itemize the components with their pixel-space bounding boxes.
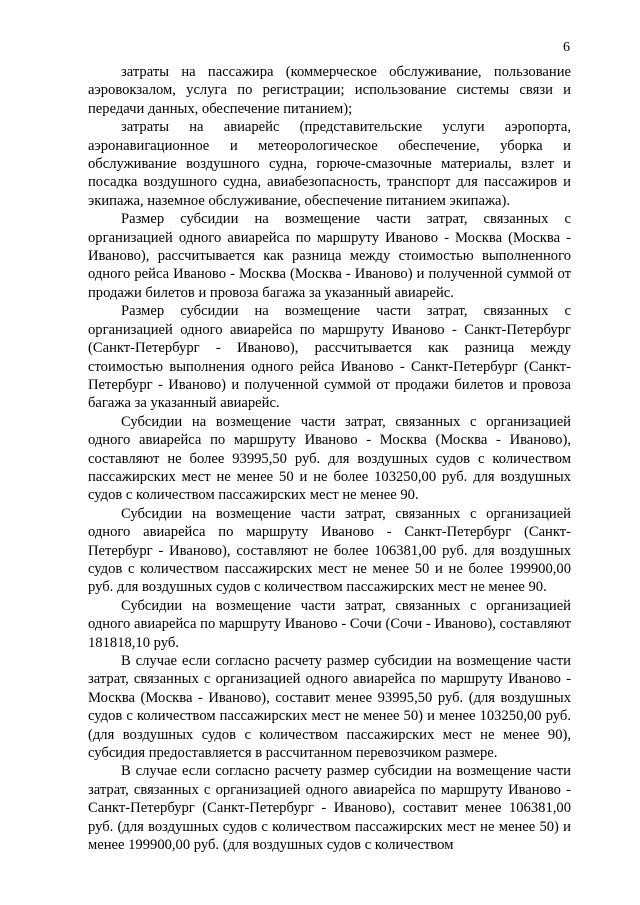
document-body xyxy=(88,63,571,854)
paragraph-subsidy-sochi: Субсидии на возмещение части затрат, связанных с организацией одного авиарейса по маршруту Иваново - Сочи (Сочи - Иваново), составляют 181818,10 руб. xyxy=(88,597,571,651)
paragraph-passenger-costs: затраты на пассажира (коммерческое обслуживание, пользование аэровокзалом, услуга по регистрации; использование системы связи и передачи данных, обеспечение питанием); xyxy=(88,64,571,117)
paragraph-subsidy-calc-spb: Размер субсидии на возмещение части затрат, связанных с организацией одного авиарейса по маршруту Иваново - Санкт-Петербург (Санкт-Петербург - Иваново), рассчитывается как разница между стоимостью выполнения одного рейса Иваново - Санкт-Петербург (Санкт-Петербург - Иваново) и полученной суммой от продажи билетов и провоза багажа за указанный авиарейс. xyxy=(88,303,571,412)
paragraph-lower-calc-moscow: В случае если согласно расчету размер субсидии на возмещение части затрат, связанных с организацией одного авиарейса по маршруту Иваново - Москва (Москва - Иваново), составит менее 93995,50 руб. (для воздушных судов с количеством пассажирских мест не менее 50) и менее 103250,00 руб. (для воздушных судов с количеством пассажирских мест не менее 90), субсидия предоставляется в рассчитанном перевозчиком размере. xyxy=(88,653,571,762)
paragraph-lower-calc-spb: В случае если согласно расчету размер субсидии на возмещение части затрат, связанных с организацией одного авиарейса по маршруту Иваново - Санкт-Петербург (Санкт-Петербург - Иваново), составит менее 106381,00 руб. (для воздушных судов с количеством пассажирских мест не менее 50) и менее 199900,00 руб. (для воздушных судов с количеством xyxy=(88,763,571,854)
paragraph-subsidy-calc-moscow: Размер субсидии на возмещение части затрат, связанных с организацией одного авиарейса по маршруту Иваново - Москва (Москва - Иваново), рассчитывается как разница между стоимостью выполненного одного рейса Иваново - Москва (Москва - Иваново) и полученной суммой от продажи билетов и провоза багажа за указанный авиарейс. xyxy=(88,211,571,301)
paragraph-flight-costs: затраты на авиарейс (представительские услуги аэропорта, аэронавигационное и метеорологическое обеспечение, уборка и обслуживание воздушного судна, горюче-смазочные материалы, взлет и посадка воздушного судна, авиабезопасность, транспорт для пассажиров и экипажа, наземное обслуживание, обеспечение питанием экипажа). xyxy=(88,119,571,209)
paragraph-subsidy-limit-spb: Субсидии на возмещение части затрат, связанных с организацией одного авиарейса по маршруту Иваново - Санкт-Петербург (Санкт-Петербург - Иваново), составляют не более 106381,00 руб. для воздушных судов с количеством пассажирских мест не менее 50 и не более 199900,00 руб. для воздушных судов с количеством пассажирских мест не менее 90. xyxy=(88,505,571,596)
page-number: 6 xyxy=(563,40,570,55)
paragraph-subsidy-limit-moscow: Субсидии на возмещение части затрат, связанных с организацией одного авиарейса по маршруту Иваново - Москва (Москва - Иваново), составляют не более 93995,50 руб. для воздушных судов с количеством пассажирских мест не менее 50 и не более 103250,00 руб. для воздушных судов с количеством пассажирских мест не менее 90. xyxy=(88,413,571,504)
